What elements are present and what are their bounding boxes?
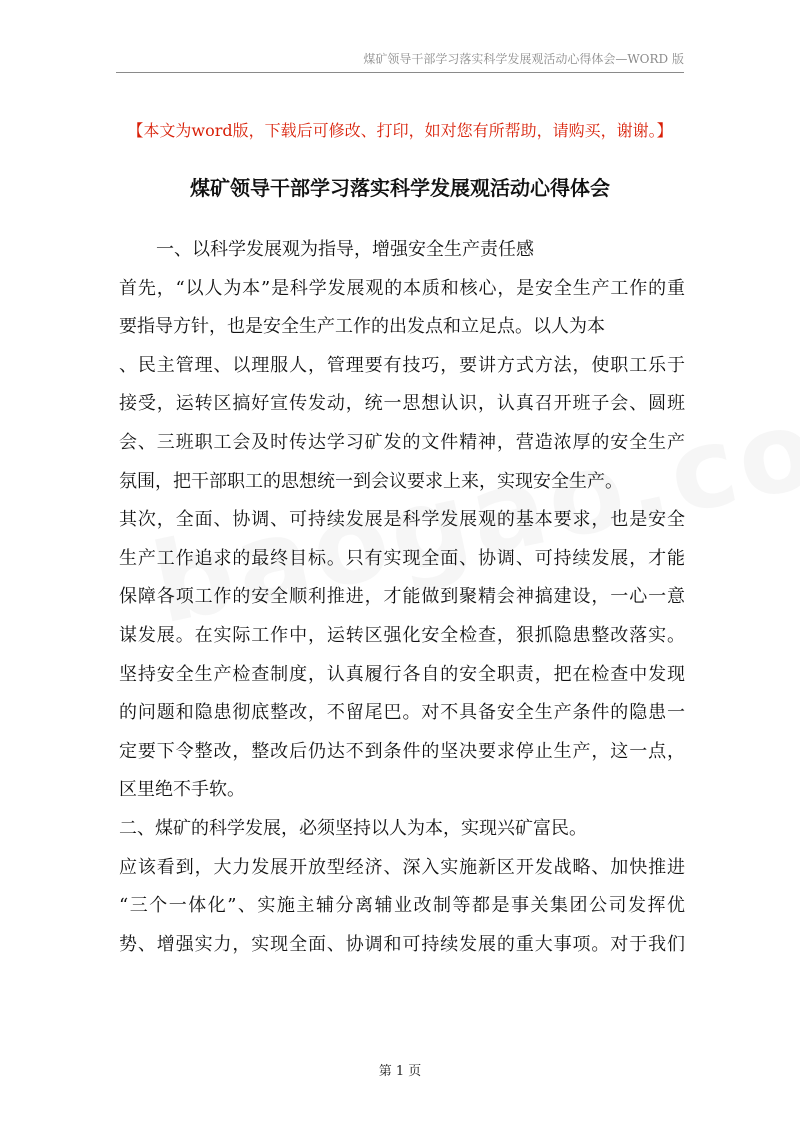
document-title: 煤矿领导干部学习落实科学发展观活动心得体会 [190, 176, 610, 200]
body-line: 、民主管理、以理服人，管理要有技巧，要讲方式方法，使职工乐于 [119, 354, 685, 376]
body-line: 的问题和隐患彻底整改，不留尾巴。对不具备安全生产条件的隐患一 [119, 702, 685, 724]
body-line: “三个一体化”、实施主辅分离辅业改制等都是事关集团公司发挥优 [119, 895, 685, 917]
purchase-notice: 【本文为word版，下载后可修改、打印，如对您有所帮助，请购买，谢谢。】 [127, 121, 673, 140]
body-line: 生产工作追求的最终目标。只有实现全面、协调、可持续发展，才能 [119, 547, 685, 569]
body-line: 应该看到，大力发展开放型经济、深入实施新区开发战略、加快推进 [119, 856, 685, 878]
body-line: 氛围，把干部职工的思想统一到会议要求上来，实现安全生产。 [119, 470, 623, 492]
body-line: 坚持安全生产检查制度，认真履行各自的安全职责，把在检查中发现 [119, 663, 685, 685]
body-line: 保障各项工作的安全顺利推进，才能做到聚精会神搞建设，一心一意 [119, 586, 685, 608]
section-heading-1: 一、以科学发展观为指导，增强安全生产责任感 [156, 239, 534, 260]
body-line: 会、三班职工会及时传达学习矿发的文件精神，营造浓厚的安全生产 [119, 431, 685, 453]
page-number: 第 1 页 [378, 1064, 422, 1079]
body-line: 势、增强实力，实现全面、协调和可持续发展的重大事项。对于我们 [119, 933, 685, 955]
body-line: 首先，“以人为本”是科学发展观的本质和核心，是安全生产工作的重 [119, 277, 685, 299]
body-line: 定要下令整改，整改后仍达不到条件的坚决要求停止生产，这一点， [119, 740, 685, 762]
body-line: 谋发展。在实际工作中，运转区强化安全检查，狠抓隐患整改落实。 [119, 624, 685, 646]
body-line: 区里绝不手软。 [119, 779, 245, 801]
body-line: 要指导方针，也是安全生产工作的出发点和立足点。以人为本 [119, 316, 605, 338]
body-line: 其次，全面、协调、可持续发展是科学发展观的基本要求，也是安全 [119, 509, 685, 531]
header-divider [116, 72, 684, 73]
page-header: 煤矿领导干部学习落实科学发展观活动心得体会—WORD 版 [363, 52, 684, 66]
section-heading-2: 二、煤矿的科学发展，必须坚持以人为本，实现兴矿富民。 [119, 817, 587, 839]
document-body [119, 231, 685, 964]
body-line: 接受，运转区搞好宣传发动，统一思想认识，认真召开班子会、圆班 [119, 393, 685, 415]
